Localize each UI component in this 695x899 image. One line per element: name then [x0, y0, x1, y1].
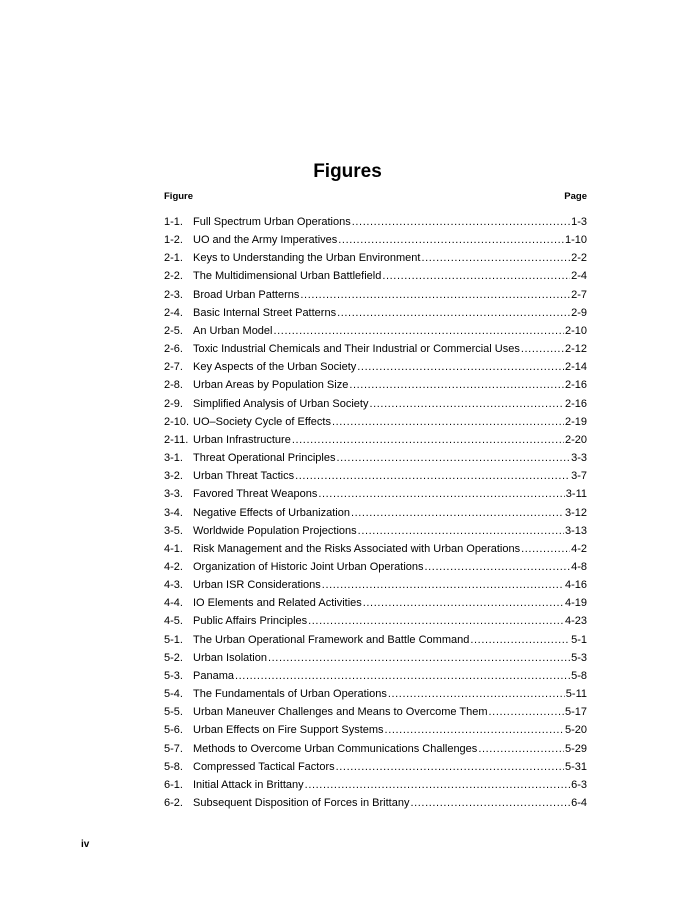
page-title: Figures	[313, 161, 382, 182]
figure-title: Organization of Historic Joint Urban Operations	[193, 560, 424, 573]
figure-number: 5-5.	[164, 706, 183, 719]
page-column-header: Page	[564, 191, 587, 202]
figure-page-number: 4-2	[571, 542, 587, 555]
figure-number: 6-1.	[164, 778, 183, 791]
figure-title: Subsequent Disposition of Forces in Brittany	[193, 797, 410, 809]
figure-page-number: 5-8	[571, 669, 587, 682]
dot-leader	[308, 612, 564, 630]
figure-entry[interactable]	[164, 249, 587, 267]
figure-page-number: 2-20	[564, 433, 587, 446]
figure-page-number: 2-16	[564, 397, 587, 410]
figure-page-number: 1-10	[564, 234, 587, 247]
figure-number: 4-1.	[164, 542, 183, 555]
figure-page-number: 2-9	[571, 306, 587, 319]
dot-leader	[421, 249, 570, 267]
figure-entry[interactable]	[164, 431, 587, 449]
figure-number: 5-4.	[164, 688, 183, 701]
figure-number: 4-4.	[164, 597, 183, 610]
dot-leader	[318, 485, 564, 503]
figure-title: Key Aspects of the Urban Society	[193, 361, 357, 374]
figure-title: The Multidimensional Urban Battlefield	[193, 270, 382, 283]
figure-number: 3-3.	[164, 488, 183, 501]
figure-number: 2-8.	[164, 379, 183, 392]
dot-leader	[478, 740, 564, 758]
figure-page-number: 2-7	[571, 288, 587, 301]
figure-number: 4-2.	[164, 560, 183, 573]
figure-number: 2-4.	[164, 306, 183, 319]
figure-title: Toxic Industrial Chemicals and Their Industrial or Commercial Uses	[193, 343, 520, 356]
figure-title: Public Affairs Principles	[193, 615, 308, 628]
figure-number: 2-6.	[164, 343, 183, 356]
figure-entry[interactable]	[164, 685, 587, 703]
figure-number: 2-7.	[164, 361, 183, 374]
figure-number: 5-3.	[164, 669, 183, 682]
figure-number: 1-1.	[164, 216, 183, 228]
figure-title: Threat Operational Principles	[193, 452, 336, 465]
figure-page-number: 4-23	[564, 615, 587, 628]
figure-page-number: 2-19	[564, 415, 587, 428]
figure-page-number: 3-11	[565, 488, 587, 501]
figure-entry[interactable]	[164, 213, 587, 231]
dot-leader	[385, 721, 564, 739]
figure-number: 2-10.	[164, 415, 190, 428]
figure-page-number: 5-20	[564, 724, 587, 737]
figure-title: UO–Society Cycle of Effects	[193, 415, 331, 428]
figure-number: 2-3.	[164, 288, 183, 301]
figure-entry[interactable]	[164, 667, 587, 685]
figure-title: Urban Effects on Fire Support Systems	[193, 724, 384, 737]
figure-number: 2-11.	[164, 433, 189, 446]
figure-title: The Fundamentals of Urban Operations	[193, 688, 387, 701]
figure-number: 2-9.	[164, 397, 183, 410]
figure-number: 2-5.	[164, 324, 183, 337]
dot-leader	[410, 794, 570, 812]
figure-page-number: 3-13	[564, 524, 587, 537]
figure-entry[interactable]	[164, 776, 587, 794]
figure-title: Urban Areas by Population Size	[193, 379, 349, 392]
figure-number: 5-1.	[164, 633, 183, 646]
figure-page-number: 4-19	[564, 597, 587, 610]
dot-leader	[305, 776, 570, 794]
figure-page-number: 5-3	[571, 651, 587, 664]
page-number-footer: iv	[81, 839, 90, 850]
figure-title: Urban Threat Tactics	[193, 470, 295, 483]
figure-column-header: Figure	[164, 191, 194, 202]
dot-leader	[349, 376, 564, 394]
figure-list	[164, 213, 587, 812]
figure-page-number: 5-29	[564, 742, 587, 755]
figure-title: Initial Attack in Brittany	[193, 778, 304, 791]
dot-leader	[382, 267, 570, 285]
figure-title: Negative Effects of Urbanization	[193, 506, 350, 519]
figure-page-number: 6-4	[571, 797, 587, 809]
figure-number: 1-2.	[164, 234, 183, 247]
figure-entry[interactable]	[164, 340, 587, 358]
dot-leader	[336, 449, 570, 467]
figure-entry[interactable]	[164, 267, 587, 285]
figure-entry[interactable]	[164, 449, 587, 467]
figure-number: 3-4.	[164, 506, 183, 519]
figure-title: Panama	[193, 669, 234, 682]
figure-entry[interactable]	[164, 540, 587, 558]
figure-page-number: 3-3	[571, 452, 587, 465]
figure-page-number: 2-10	[564, 324, 587, 337]
figure-page-number: 2-12	[564, 343, 587, 356]
figure-title: Urban Maneuver Challenges and Means to Overcome Them	[193, 706, 488, 719]
figure-entry[interactable]	[164, 649, 587, 667]
figure-title: Favored Threat Weapons	[193, 488, 318, 501]
dot-leader	[351, 504, 564, 522]
figure-number: 3-2.	[164, 470, 183, 483]
figure-entry[interactable]	[164, 467, 587, 485]
dot-leader	[235, 667, 570, 685]
dot-leader	[337, 304, 570, 322]
figure-title: Urban ISR Considerations	[193, 579, 321, 592]
dot-leader	[425, 558, 571, 576]
dot-leader	[300, 286, 570, 304]
figure-entry[interactable]	[164, 286, 587, 304]
figure-page-number: 2-14	[564, 361, 587, 374]
dot-leader	[357, 358, 564, 376]
figure-page-number: 3-7	[571, 470, 587, 483]
figure-number: 3-5.	[164, 524, 183, 537]
figure-page-number: 5-17	[564, 706, 587, 719]
dot-leader	[388, 685, 565, 703]
figure-page-number: 6-3	[571, 778, 587, 791]
figure-number: 3-1.	[164, 452, 183, 465]
figure-entry[interactable]	[164, 376, 587, 394]
figure-entry[interactable]	[164, 358, 587, 376]
figure-title: Compressed Tactical Factors	[193, 760, 335, 773]
figure-entry[interactable]	[164, 758, 587, 776]
dot-leader	[336, 758, 564, 776]
figure-number: 2-2.	[164, 270, 183, 283]
dot-leader	[521, 340, 564, 358]
figure-number: 5-6.	[164, 724, 183, 737]
dot-leader	[369, 395, 564, 413]
figure-title: Worldwide Population Projections	[193, 524, 357, 537]
figure-number: 5-7.	[164, 742, 183, 755]
figure-title: Full Spectrum Urban Operations	[193, 216, 351, 228]
figure-title: IO Elements and Related Activities	[193, 597, 362, 610]
dot-leader	[489, 703, 564, 721]
figure-title: Broad Urban Patterns	[193, 288, 300, 301]
figure-number: 4-5.	[164, 615, 183, 628]
figure-page-number: 4-8	[571, 560, 587, 573]
figure-title: Urban Isolation	[193, 651, 267, 664]
figure-entry[interactable]	[164, 631, 587, 649]
figure-page-number: 2-2	[571, 252, 587, 265]
figure-entry[interactable]	[164, 703, 587, 721]
figure-page-number: 5-11	[565, 688, 587, 701]
figure-entry[interactable]	[164, 522, 587, 540]
figure-entry[interactable]	[164, 413, 587, 431]
figure-title: The Urban Operational Framework and Battle Command	[193, 633, 470, 646]
dot-leader	[332, 413, 564, 431]
dot-leader	[322, 576, 564, 594]
figure-number: 5-8.	[164, 760, 183, 773]
figure-page-number: 5-1	[571, 633, 587, 646]
figure-title: Methods to Overcome Urban Communications Challenges	[193, 742, 478, 755]
dot-leader	[268, 649, 570, 667]
figure-entry[interactable]	[164, 612, 587, 630]
dot-leader	[352, 213, 570, 231]
dot-leader	[363, 594, 564, 612]
figure-entry[interactable]	[164, 794, 587, 812]
dot-leader	[274, 322, 564, 340]
dot-leader	[292, 431, 564, 449]
figure-page-number: 2-4	[571, 270, 587, 283]
figure-title: UO and the Army Imperatives	[193, 234, 338, 247]
figure-title: Keys to Understanding the Urban Environment	[193, 252, 421, 265]
dot-leader	[358, 522, 564, 540]
figure-title: Urban Infrastructure	[193, 433, 291, 446]
figure-number: 6-2.	[164, 797, 183, 809]
figure-page-number: 5-31	[564, 760, 587, 773]
figure-entry[interactable]	[164, 740, 587, 758]
figure-entry[interactable]	[164, 721, 587, 739]
figure-entry[interactable]	[164, 504, 587, 522]
figure-entry[interactable]	[164, 558, 587, 576]
dot-leader	[338, 231, 564, 249]
figure-number: 2-1.	[164, 252, 183, 265]
figure-title: An Urban Model	[193, 324, 273, 337]
figure-page-number: 3-12	[564, 506, 587, 519]
figure-entry[interactable]	[164, 304, 587, 322]
figure-title: Risk Management and the Risks Associated with Urban Operations	[193, 542, 521, 555]
dot-leader	[295, 467, 570, 485]
figure-title: Simplified Analysis of Urban Society	[193, 397, 369, 410]
figure-title: Basic Internal Street Patterns	[193, 306, 337, 319]
dot-leader	[521, 540, 570, 558]
figure-page-number: 2-16	[564, 379, 587, 392]
figure-entry[interactable]	[164, 322, 587, 340]
figure-entry[interactable]	[164, 576, 587, 594]
figure-entry[interactable]	[164, 485, 587, 503]
figure-page-number: 4-16	[564, 579, 587, 592]
figure-number: 5-2.	[164, 651, 183, 664]
figure-entry[interactable]	[164, 395, 587, 413]
dot-leader	[470, 631, 570, 649]
figure-entry[interactable]	[164, 231, 587, 249]
figure-entry[interactable]	[164, 594, 587, 612]
figure-page-number: 1-3	[571, 216, 587, 228]
figure-number: 4-3.	[164, 579, 183, 592]
